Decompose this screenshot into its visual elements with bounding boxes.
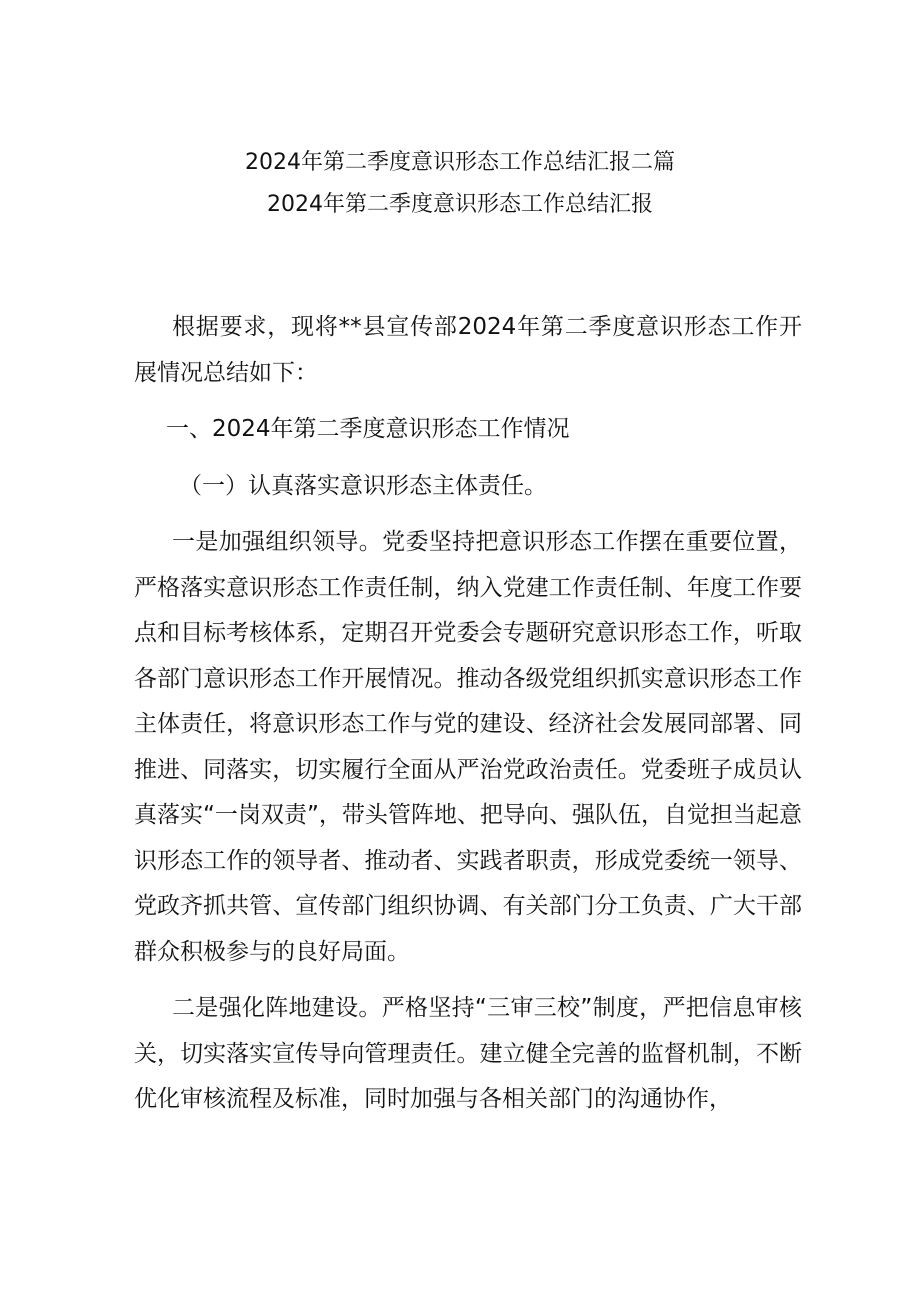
body-paragraph-position: 二是强化阵地建设。严格坚持“三审三校”制度，严把信息审核关，切实落实宣传导向管理责任。建立健全完善的监督机制，不断优化审核流程及标准，同时加强与各相关部门的沟通协作， bbox=[134, 995, 802, 1112]
body-paragraph-organization: 一是加强组织领导。党委坚持把意识形态工作摆在重要位置，严格落实意识形态工作责任制，纳入党建工作责任制、年度工作要点和目标考核体系，定期召开党委会专题研究意识形态工作，听取各部门意识形态工作开展情况。推动各级党组织抓实意识形态工作主体责任，将意识形态工作与党的建设、经济社会发展同部署、同推进、同落实，切实履行全面从严治党政治责任。党委班子成员认真落实“一岗双责”，带头管阵地、把导向、强队伍，自觉担当起意识形态工作的领导者、推动者、实践者职责，形成党委统一领导、党政齐抓共管、宣传部门组织协调、有关部门分工负责、广大干部群众积极参与的良好局面。 bbox=[134, 529, 802, 965]
section-heading: 一、2024年第二季度意识形态工作情况 bbox=[166, 416, 570, 442]
subsection-heading: （一）认真落实意识形态主体责任。 bbox=[179, 472, 547, 499]
document-title: 2024年第二季度意识形态工作总结汇报二篇 bbox=[245, 150, 675, 175]
intro-paragraph: 根据要求，现将**县宣传部2024年第二季度意识形态工作开展情况总结如下： bbox=[134, 314, 802, 386]
document-body bbox=[134, 305, 802, 1134]
document-subtitle: 2024年第二季度意识形态工作总结汇报 bbox=[267, 192, 653, 217]
